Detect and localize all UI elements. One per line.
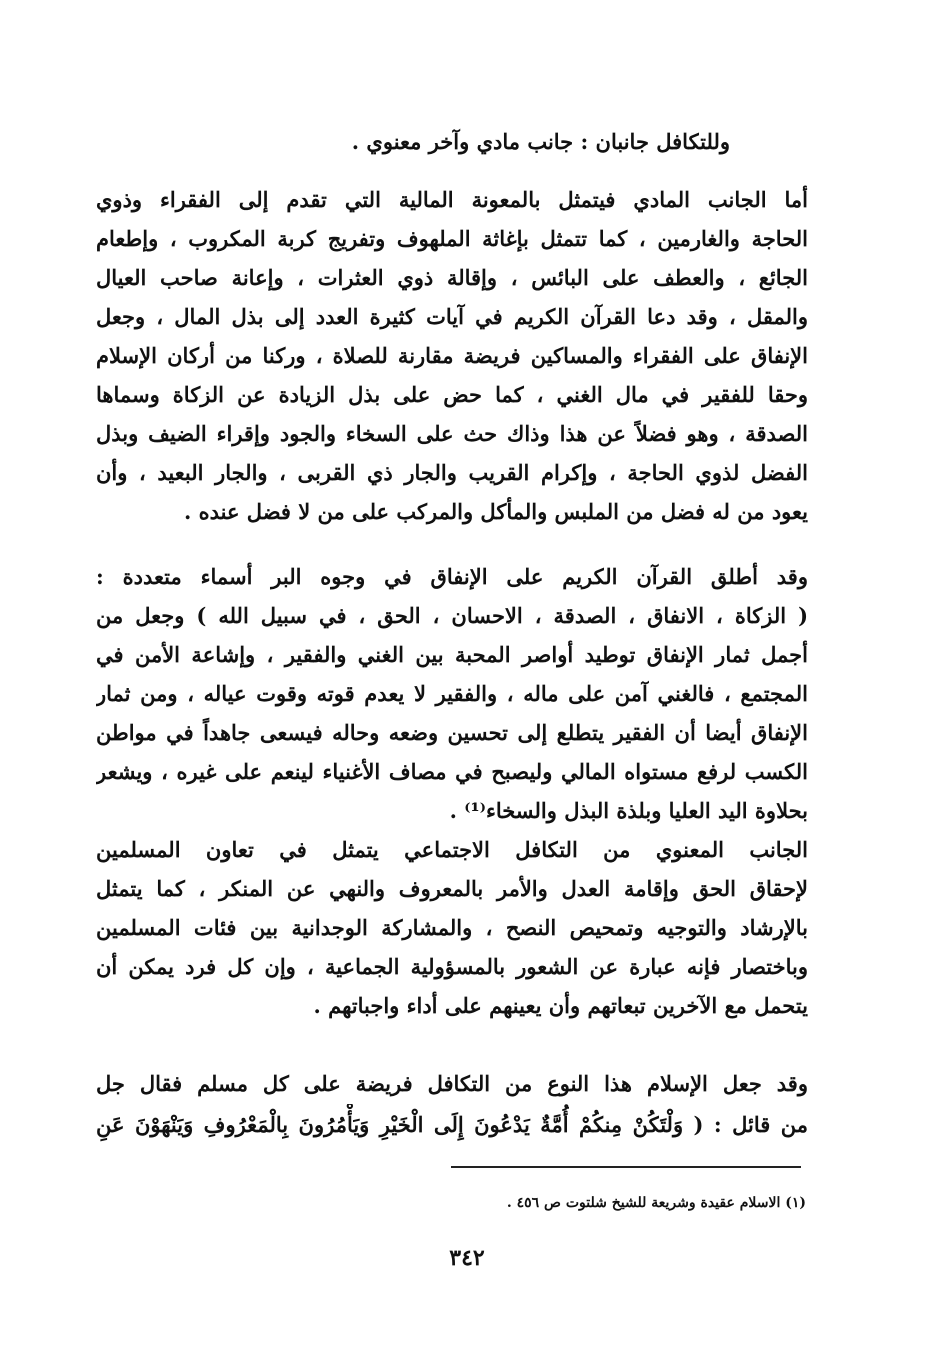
paragraph-spending-names: [96, 557, 808, 830]
paragraph-material-aspect: [96, 180, 808, 531]
text-line: لإحقاق الحق وإقامة العدل والأمر بالمعروف والنهي عن المنكر ، كما يتمثل: [96, 876, 808, 901]
text-line: بالإرشاد والتوجيه وتمحيص النصح ، والمشاركة الوجدانية بين فئات المسلمين: [96, 915, 808, 940]
intro-text: وللتكافل جانبان : جانب مادي وآخر معنوي .: [351, 129, 730, 154]
text-line: الجانب المعنوي من التكافل الاجتماعي يتمثل في تعاون المسلمين: [96, 837, 808, 862]
text-line: وباختصار فإنه عبارة عن الشعور بالمسؤولية الجماعية ، وإن كل فرد يمكن أن: [96, 954, 808, 979]
footnote-divider: [451, 1166, 801, 1168]
text-line: أجمل ثمار الإنفاق توطيد أواصر المحبة بين الغني والفقير ، وإشاعة الأمن في: [96, 642, 808, 667]
text-line: الكسب لرفع مستواه المالي وليصبح في مصاف الأغنياء لينعم على غيره ، ويشعر: [96, 759, 808, 784]
text-line: وقد أطلق القرآن الكريم على الإنفاق في وجوه البر أسماء متعددة :: [96, 564, 808, 589]
text-line: المجتمع ، فالغني آمن على ماله ، والفقير لا يعدم قوته وقوت عياله ، ومن ثمار: [96, 681, 808, 706]
page-number: ٣٤٢: [449, 1245, 485, 1271]
text-line: وقد جعل الإسلام هذا النوع من التكافل فريضة على كل مسلم فقال جل: [96, 1071, 808, 1096]
text-line: الحاجة والغارمين ، كما تتمثل بإغاثة الملهوف وتفريج كربة المكروب ، وإطعام: [96, 226, 808, 251]
text-line: بحلاوة اليد العليا وبلذة البذل والسخاء⁽¹⁾ .: [449, 798, 808, 823]
text-line: الفضل لذوي الحاجة ، وإكرام القريب والجار ذي القربى ، والجار البعيد ، وأن: [96, 460, 808, 485]
text-line: وحقا للفقير في مال الغني ، كما حض على بذل الزيادة عن الزكاة وسماها: [96, 382, 808, 407]
text-line: يتحمل مع الآخرين تبعاتهم وأن يعينهم على أداء واجباتهم .: [313, 993, 808, 1018]
paragraph-moral-aspect: [96, 830, 808, 1025]
text-line: يعود من له فضل من الملبس والمأكل والمركب على من لا فضل عنده .: [183, 499, 808, 524]
text-line: الصدقة ، وهو فضلاً عن هذا وذاك حث على السخاء والجود وإقراء الضيف وبذل: [96, 421, 808, 446]
text-line: الجائع ، والعطف على البائس ، وإقالة ذوي العثرات ، وإعانة صاحب العيال: [96, 265, 808, 290]
text-line: الإنفاق على الفقراء والمساكين فريضة مقارنة للصلاة ، وركنا من أركان الإسلام: [96, 343, 808, 368]
intro-line: [320, 122, 730, 161]
text-line: أما الجانب المادي فيتمثل بالمعونة المالية التي تقدم إلى الفقراء وذوي: [96, 187, 808, 212]
footnote: (١) الاسلام عقيدة وشريعة للشيخ شلتوت ص ٤٥٦ .: [506, 1195, 806, 1211]
quran-verse-line: من قائل : ( وَلْتَكُنْ مِنكُمْ أُمَّةٌ يَدْعُونَ إِلَى الْخَيْرِ وَيَأْمُرُونَ بِالْمَعْرُوفِ وَيَنْهَوْنَ عَنِ: [96, 1112, 808, 1137]
paragraph-obligation: [96, 1063, 808, 1145]
text-line: ( الزكاة ، الانفاق ، الصدقة ، الاحسان ، الحق ، في سبيل الله ) وجعل من: [96, 603, 808, 628]
text-line: والمقل ، وقد دعا القرآن الكريم في آيات كثيرة العدد إلى بذل المال ، وجعل: [96, 304, 808, 329]
text-line: الإنفاق أيضا أن الفقير يتطلع إلى تحسين وضعه وحاله فيسعى جاهداً في مواطن: [96, 720, 808, 745]
